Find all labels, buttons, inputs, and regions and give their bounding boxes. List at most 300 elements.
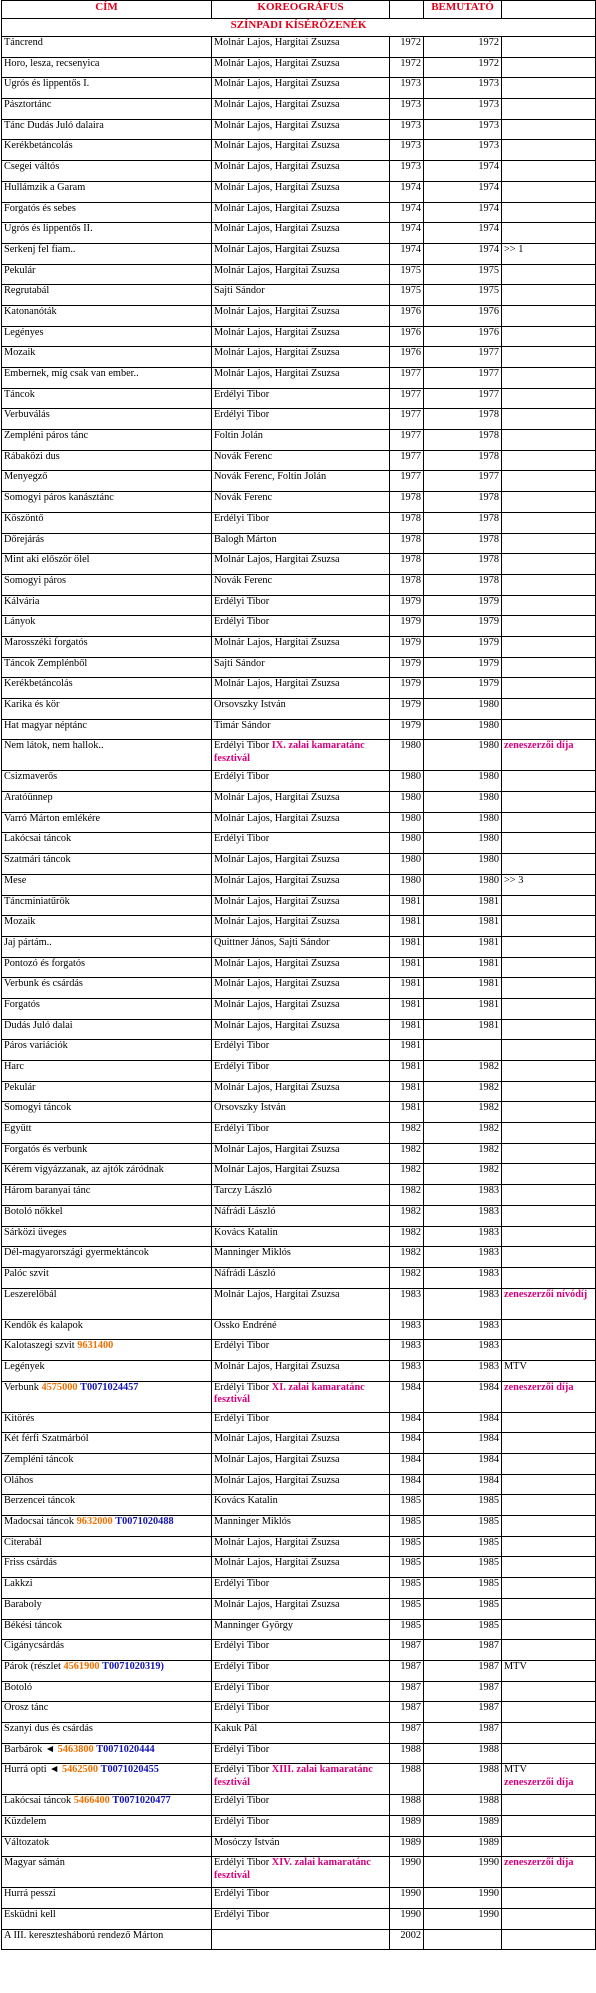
note-cell <box>502 895 596 916</box>
note-text: MTV <box>504 1360 527 1372</box>
choreographer-cell <box>212 1185 390 1206</box>
note-cell <box>502 1288 596 1319</box>
table-row <box>2 202 596 223</box>
title-cell <box>2 285 212 306</box>
title-text: Páros variációk <box>4 1040 68 1052</box>
note-cell <box>502 1226 596 1247</box>
choreographer-cell <box>212 1267 390 1288</box>
table-row <box>2 1888 596 1909</box>
title-cell <box>2 1495 212 1516</box>
title-cell <box>2 119 212 140</box>
year-cell: 1990 <box>390 1909 424 1930</box>
year-cell: 1987 <box>390 1660 424 1681</box>
choreographer-cell <box>212 1929 390 1950</box>
premiere-cell: 1990 <box>424 1888 502 1909</box>
note-cell <box>502 1081 596 1102</box>
choreographer-cell <box>212 1019 390 1040</box>
title-text: Berzencei táncok <box>4 1495 76 1507</box>
choreographer-text: Novák Ferenc <box>214 450 273 462</box>
table-row <box>2 998 596 1019</box>
choreographer-cell <box>212 1681 390 1702</box>
title-text: Cigánycsárdás <box>4 1640 65 1652</box>
note-cell <box>502 285 596 306</box>
note-cell <box>502 1102 596 1123</box>
title-text: Somogyi táncok <box>4 1102 72 1114</box>
table-row <box>2 471 596 492</box>
title-cell <box>2 1795 212 1816</box>
title-text: Hurrá opti ◄ <box>4 1764 60 1776</box>
catalog-code-orange: 9631400 <box>77 1340 114 1352</box>
table-row <box>2 388 596 409</box>
note-cell <box>502 792 596 813</box>
table-row <box>2 1619 596 1640</box>
note-text: MTV <box>504 1660 527 1672</box>
year-cell: 1977 <box>390 450 424 471</box>
year-cell: 1979 <box>390 719 424 740</box>
title-cell <box>2 957 212 978</box>
year-cell: 1978 <box>390 554 424 575</box>
title-cell <box>2 833 212 854</box>
choreographer-text: Molnár Lajos, Hargitai Zsuzsa <box>214 140 340 152</box>
table-row <box>2 140 596 161</box>
choreographer-cell <box>212 1360 390 1381</box>
title-text: Horo, lesza, recsenyica <box>4 57 100 69</box>
choreographer-text: Erdélyi Tibor <box>214 1660 270 1672</box>
choreographer-text: Mosóczy István <box>214 1836 280 1848</box>
year-cell: 1990 <box>390 1857 424 1888</box>
premiere-cell: 1978 <box>424 492 502 513</box>
note-cell <box>502 657 596 678</box>
title-cell <box>2 1226 212 1247</box>
title-cell <box>2 533 212 554</box>
choreographer-text: Foltin Jolán <box>214 430 263 442</box>
title-cell <box>2 1247 212 1268</box>
year-cell: 1985 <box>390 1495 424 1516</box>
note-cell <box>502 1598 596 1619</box>
note-cell <box>502 1247 596 1268</box>
year-cell: 1983 <box>390 1340 424 1361</box>
note-text: zeneszerzői díja <box>504 740 574 752</box>
choreographer-text: Molnár Lajos, Hargitai Zsuzsa <box>214 916 340 928</box>
catalog-code-orange: 5463800 <box>57 1743 94 1755</box>
title-text: Szatmári táncok <box>4 854 71 866</box>
note-cell <box>502 1857 596 1888</box>
note-cell <box>502 1433 596 1454</box>
choreographer-cell <box>212 1619 390 1640</box>
note-cell <box>502 1381 596 1412</box>
premiere-cell: 1974 <box>424 161 502 182</box>
title-cell <box>2 243 212 264</box>
choreographer-text: Erdélyi Tibor <box>214 1640 270 1652</box>
title-text: Pekulár <box>4 264 36 276</box>
title-cell <box>2 37 212 58</box>
premiere-cell: 1978 <box>424 554 502 575</box>
title-text: Szanyi dus és csárdás <box>4 1722 93 1734</box>
note-cell <box>502 264 596 285</box>
choreographer-cell <box>212 895 390 916</box>
choreographer-text: Erdélyi Tibor <box>214 771 270 783</box>
section-row <box>2 19 596 37</box>
choreographer-text: Kovács Katalin <box>214 1495 278 1507</box>
choreographer-text: Manninger Miklós <box>214 1247 291 1259</box>
title-cell <box>2 699 212 720</box>
title-cell <box>2 812 212 833</box>
premiere-cell: 1987 <box>424 1640 502 1661</box>
choreographer-text: Erdélyi Tibor <box>214 512 270 524</box>
premiere-cell: 1978 <box>424 574 502 595</box>
premiere-cell: 1982 <box>424 1081 502 1102</box>
title-cell <box>2 1454 212 1475</box>
year-cell: 1989 <box>390 1836 424 1857</box>
title-text: Sárközi üveges <box>4 1226 67 1238</box>
year-cell: 1976 <box>390 347 424 368</box>
table-row <box>2 1164 596 1185</box>
title-text: Mozaik <box>4 347 36 359</box>
note-cell <box>502 1836 596 1857</box>
title-cell <box>2 492 212 513</box>
title-text: Kitörés <box>4 1412 35 1424</box>
table-row <box>2 409 596 430</box>
choreographer-cell <box>212 533 390 554</box>
festival-text: IX. zalai kamaratánc fesztivál <box>214 740 365 764</box>
premiere-cell: 1978 <box>424 533 502 554</box>
year-cell: 1980 <box>390 812 424 833</box>
choreographer-cell <box>212 1340 390 1361</box>
title-text: Csegei váltós <box>4 161 60 173</box>
year-cell: 1985 <box>390 1598 424 1619</box>
title-text: Ugrós és lippentős II. <box>4 223 93 235</box>
note-text: zeneszerzői nívódíj <box>504 1288 588 1300</box>
note-text: >> 3 <box>504 874 524 886</box>
choreographer-cell <box>212 1702 390 1723</box>
title-cell <box>2 388 212 409</box>
choreographer-cell <box>212 1888 390 1909</box>
table-row <box>2 1288 596 1319</box>
title-text: Varró Márton emlékére <box>4 812 101 824</box>
premiere-cell: 1983 <box>424 1340 502 1361</box>
premiere-cell: 1975 <box>424 264 502 285</box>
choreographer-cell <box>212 430 390 451</box>
choreographer-cell <box>212 771 390 792</box>
table-row <box>2 57 596 78</box>
year-cell: 1984 <box>390 1381 424 1412</box>
note-cell <box>502 1702 596 1723</box>
title-text: Mint aki először ölel <box>4 554 90 566</box>
choreographer-cell <box>212 1857 390 1888</box>
title-cell <box>2 854 212 875</box>
note-cell <box>502 1319 596 1340</box>
premiere-cell: 1972 <box>424 57 502 78</box>
title-cell <box>2 1319 212 1340</box>
year-cell: 1981 <box>390 1061 424 1082</box>
note-cell <box>502 574 596 595</box>
table-row <box>2 450 596 471</box>
table-row <box>2 1857 596 1888</box>
choreographer-text: Erdélyi Tibor <box>214 409 270 421</box>
year-cell: 1973 <box>390 161 424 182</box>
festival-text: XI. zalai kamaratánc fesztivál <box>214 1381 365 1406</box>
choreographer-text: Molnár Lajos, Hargitai Zsuzsa <box>214 812 340 824</box>
year-cell: 1977 <box>390 388 424 409</box>
note-cell <box>502 1722 596 1743</box>
title-text: Botoló nőkkel <box>4 1205 63 1217</box>
table-row <box>2 99 596 120</box>
title-text: Legényes <box>4 326 44 338</box>
title-cell <box>2 1764 212 1795</box>
table-row <box>2 1454 596 1475</box>
year-cell: 1987 <box>390 1722 424 1743</box>
note-cell <box>502 119 596 140</box>
premiere-cell: 1988 <box>424 1764 502 1795</box>
title-text: Marosszéki forgatós <box>4 636 88 648</box>
title-text: Katonanóták <box>4 305 57 317</box>
year-cell: 1988 <box>390 1743 424 1764</box>
premiere-cell: 1980 <box>424 854 502 875</box>
title-cell <box>2 1660 212 1681</box>
premiere-cell: 1989 <box>424 1816 502 1837</box>
table-row <box>2 812 596 833</box>
year-cell: 1988 <box>390 1764 424 1795</box>
year-cell: 1982 <box>390 1267 424 1288</box>
table-row <box>2 1102 596 1123</box>
choreographer-cell <box>212 1412 390 1433</box>
note-cell <box>502 1619 596 1640</box>
festival-text: XIII. zalai kamaratánc fesztivál <box>214 1764 373 1788</box>
table-row <box>2 492 596 513</box>
note-cell <box>502 1816 596 1837</box>
choreographer-cell <box>212 1816 390 1837</box>
year-cell: 1984 <box>390 1454 424 1475</box>
premiere-cell: 1984 <box>424 1454 502 1475</box>
table-row <box>2 1226 596 1247</box>
choreographer-cell <box>212 1474 390 1495</box>
title-cell <box>2 1557 212 1578</box>
title-cell <box>2 326 212 347</box>
choreographer-text: Orsovszky István <box>214 699 286 710</box>
table-row <box>2 1516 596 1537</box>
choreographer-cell <box>212 305 390 326</box>
year-cell: 1982 <box>390 1185 424 1206</box>
table-row <box>2 1764 596 1795</box>
title-text: Karika és kör <box>4 699 60 710</box>
catalog-code-orange: 9632000 <box>76 1516 113 1528</box>
premiere-cell <box>424 1040 502 1061</box>
title-cell <box>2 1360 212 1381</box>
note-cell <box>502 57 596 78</box>
table-row <box>2 326 596 347</box>
choreographer-text: Kakuk Pál <box>214 1722 258 1734</box>
table-row <box>2 1722 596 1743</box>
title-text: Barbárok ◄ <box>4 1743 56 1755</box>
choreographer-cell <box>212 285 390 306</box>
note-cell <box>502 1795 596 1816</box>
year-cell: 1983 <box>390 1360 424 1381</box>
note-cell <box>502 388 596 409</box>
title-cell <box>2 512 212 533</box>
table-row <box>2 771 596 792</box>
choreographer-cell <box>212 833 390 854</box>
choreographer-text: Molnár Lajos, Hargitai Zsuzsa <box>214 1081 340 1093</box>
premiere-cell: 1973 <box>424 78 502 99</box>
title-cell <box>2 1578 212 1599</box>
choreographer-cell <box>212 1722 390 1743</box>
choreographer-cell <box>212 874 390 895</box>
choreographer-cell <box>212 636 390 657</box>
title-text: Mese <box>4 874 27 886</box>
premiere-cell: 1980 <box>424 719 502 740</box>
year-cell: 1982 <box>390 1143 424 1164</box>
note-cell <box>502 1557 596 1578</box>
premiere-cell: 1985 <box>424 1578 502 1599</box>
title-cell <box>2 1185 212 1206</box>
title-cell <box>2 1888 212 1909</box>
choreographer-cell <box>212 1205 390 1226</box>
premiere-cell: 1983 <box>424 1288 502 1319</box>
title-cell <box>2 1909 212 1930</box>
choreographer-cell <box>212 223 390 244</box>
year-cell: 1979 <box>390 616 424 637</box>
note-cell <box>502 636 596 657</box>
choreographer-cell <box>212 409 390 430</box>
premiere-cell: 1974 <box>424 243 502 264</box>
choreographer-text: Molnár Lajos, Hargitai Zsuzsa <box>214 1288 340 1300</box>
title-text: Változatok <box>4 1836 50 1848</box>
title-cell <box>2 1536 212 1557</box>
premiere-cell: 1976 <box>424 326 502 347</box>
note-text: zeneszerzői díja <box>504 1857 574 1869</box>
table-row <box>2 1381 596 1412</box>
note-cell <box>502 616 596 637</box>
title-text: Dőrejárás <box>4 533 45 545</box>
choreographer-text: Molnár Lajos, Hargitai Zsuzsa <box>214 243 340 255</box>
note-cell <box>502 719 596 740</box>
title-text: Táncok <box>4 388 35 400</box>
table-row <box>2 1929 596 1950</box>
title-text: Serkenj fel fiam.. <box>4 243 76 255</box>
choreographer-cell <box>212 678 390 699</box>
title-text: Menyegző <box>4 471 48 483</box>
premiere-cell: 1980 <box>424 874 502 895</box>
choreographer-text: Erdélyi Tibor <box>214 1795 270 1807</box>
choreographer-text: Balogh Márton <box>214 533 277 545</box>
choreographer-cell <box>212 792 390 813</box>
table-row <box>2 616 596 637</box>
table-row <box>2 874 596 895</box>
table-row <box>2 719 596 740</box>
choreographer-cell <box>212 161 390 182</box>
year-cell: 1982 <box>390 1123 424 1144</box>
title-cell <box>2 595 212 616</box>
title-cell <box>2 1929 212 1950</box>
choreographer-cell <box>212 574 390 595</box>
note-cell <box>502 1888 596 1909</box>
title-cell <box>2 57 212 78</box>
title-text: Baraboly <box>4 1598 42 1610</box>
title-cell <box>2 895 212 916</box>
table-row <box>2 595 596 616</box>
title-cell <box>2 1288 212 1319</box>
year-cell: 1977 <box>390 409 424 430</box>
choreographer-text: Molnár Lajos, Hargitai Zsuzsa <box>214 957 340 969</box>
premiere-cell: 1983 <box>424 1267 502 1288</box>
table-row <box>2 792 596 813</box>
year-cell: 1979 <box>390 657 424 678</box>
year-cell: 1973 <box>390 140 424 161</box>
works-table <box>1 0 596 1950</box>
choreographer-text: Molnár Lajos, Hargitai Zsuzsa <box>214 37 340 48</box>
premiere-cell: 1987 <box>424 1702 502 1723</box>
choreographer-text: Molnár Lajos, Hargitai Zsuzsa <box>214 1474 340 1486</box>
title-text: Madocsai táncok <box>4 1516 75 1528</box>
title-text: Három baranyai tánc <box>4 1185 91 1197</box>
choreographer-text: Molnár Lajos, Hargitai Zsuzsa <box>214 181 340 193</box>
choreographer-text: Molnár Lajos, Hargitai Zsuzsa <box>214 1557 340 1569</box>
title-text: Somogyi páros kanásztánc <box>4 492 114 504</box>
year-cell: 1981 <box>390 957 424 978</box>
choreographer-cell <box>212 1061 390 1082</box>
choreographer-cell <box>212 1516 390 1537</box>
title-cell <box>2 181 212 202</box>
note-cell <box>502 471 596 492</box>
premiere-cell: 1981 <box>424 998 502 1019</box>
choreographer-text: Ossko Endréné <box>214 1319 277 1331</box>
year-cell: 1983 <box>390 1288 424 1319</box>
title-text: Kalotaszegi szvit <box>4 1340 75 1352</box>
table-row <box>2 1660 596 1681</box>
note-cell <box>502 1164 596 1185</box>
table-row <box>2 916 596 937</box>
title-text: A III. keresztesháború rendező Márton <box>4 1929 164 1941</box>
premiere-cell: 1983 <box>424 1319 502 1340</box>
premiere-cell: 1973 <box>424 99 502 120</box>
premiere-cell: 1988 <box>424 1743 502 1764</box>
title-cell <box>2 1102 212 1123</box>
choreographer-cell <box>212 978 390 999</box>
choreographer-cell <box>212 1764 390 1795</box>
note-cell <box>502 161 596 182</box>
title-text: Citerabál <box>4 1536 42 1548</box>
note-cell <box>502 957 596 978</box>
choreographer-cell <box>212 1143 390 1164</box>
choreographer-text: Kovács Katalin <box>214 1226 278 1238</box>
choreographer-cell <box>212 181 390 202</box>
table-row <box>2 574 596 595</box>
note-cell <box>502 1360 596 1381</box>
premiere-cell: 1978 <box>424 409 502 430</box>
premiere-cell: 1983 <box>424 1360 502 1381</box>
title-text: Kerékbetáncolás <box>4 140 73 152</box>
title-cell <box>2 1722 212 1743</box>
year-cell: 2002 <box>390 1929 424 1950</box>
premiere-cell: 1981 <box>424 895 502 916</box>
note-cell <box>502 874 596 895</box>
table-row <box>2 978 596 999</box>
choreographer-text: Molnár Lajos, Hargitai Zsuzsa <box>214 57 340 69</box>
title-text: Forgatós <box>4 998 40 1010</box>
year-cell: 1985 <box>390 1619 424 1640</box>
choreographer-text: Erdélyi Tibor <box>214 1702 270 1714</box>
choreographer-cell <box>212 554 390 575</box>
note-cell <box>502 833 596 854</box>
year-cell: 1985 <box>390 1557 424 1578</box>
choreographer-cell <box>212 1578 390 1599</box>
title-text: Harc <box>4 1061 25 1072</box>
premiere-cell: 1981 <box>424 957 502 978</box>
title-cell <box>2 368 212 389</box>
note-cell <box>502 326 596 347</box>
year-cell: 1975 <box>390 285 424 306</box>
title-cell <box>2 616 212 637</box>
